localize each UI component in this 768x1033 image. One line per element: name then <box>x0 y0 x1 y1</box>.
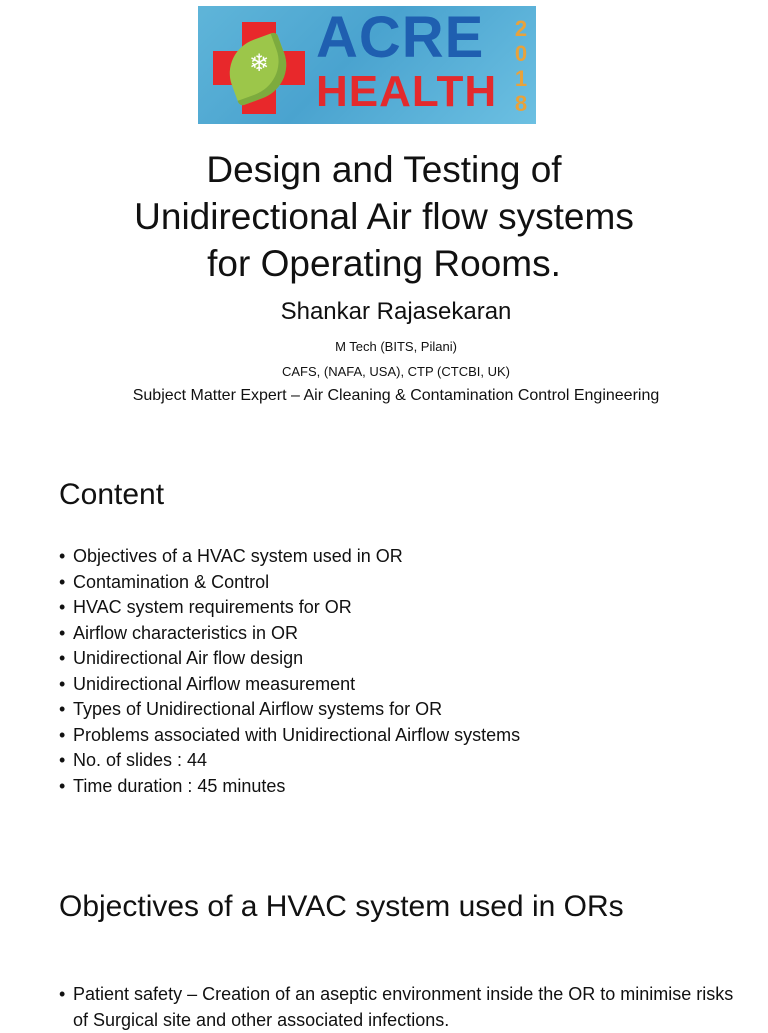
bullet-icon: • <box>59 699 66 719</box>
list-item-text: Unidirectional Air flow design <box>73 648 304 668</box>
list-item-text: Time duration : 45 minutes <box>73 775 286 796</box>
list-item-text: Objectives of a HVAC system used in OR <box>73 546 403 566</box>
bullet-icon: • <box>59 673 66 694</box>
logo-year-digit: 1 <box>514 66 528 91</box>
list-item <box>59 544 739 570</box>
list-item <box>59 570 739 596</box>
list-item <box>59 595 739 621</box>
author-name: Shankar Rajasekaran <box>280 298 512 325</box>
content-slide <box>0 432 768 832</box>
list-item <box>59 672 739 698</box>
list-item-text: HVAC system requirements for OR <box>73 597 352 617</box>
objectives-list <box>59 982 739 1033</box>
list-item-text: Unidirectional Airflow measurement <box>73 673 356 694</box>
list-item <box>59 982 739 1033</box>
list-item <box>59 723 739 749</box>
list-item-text: No. of slides : 44 <box>73 750 208 770</box>
bullet-icon: • <box>59 571 66 592</box>
list-item <box>59 697 739 723</box>
logo-year-digit: 0 <box>514 41 528 66</box>
content-list <box>59 544 739 799</box>
list-item-text: Types of Unidirectional Airflow systems for OR <box>73 699 443 719</box>
author-certifications: CAFS, (NAFA, USA), CTP (CTCBI, UK) <box>281 364 510 379</box>
author-degree: M Tech (BITS, Pilani) <box>335 339 457 354</box>
list-item <box>59 748 739 774</box>
bullet-icon: • <box>59 775 66 796</box>
logo-word-health: HEALTH <box>316 67 498 116</box>
objectives-slide <box>0 832 768 1030</box>
author-expertise: Subject Matter Expert – Air Cleaning & Contamination Control Engineering <box>132 387 660 404</box>
list-item <box>59 774 739 800</box>
title-line: Unidirectional Air flow systems <box>134 196 634 237</box>
bullet-icon: • <box>59 597 66 617</box>
list-item <box>59 646 739 672</box>
logo-year-digit: 8 <box>514 91 528 116</box>
slide-heading: Content <box>59 478 165 511</box>
bullet-icon: • <box>59 750 66 770</box>
bullet-icon: • <box>59 622 66 643</box>
title-line: Design and Testing of <box>206 149 562 190</box>
list-item-text: Problems associated with Unidirectional Airflow systems <box>73 724 521 745</box>
list-item-text: Contamination & Control <box>73 571 270 592</box>
title-line: for Operating Rooms. <box>207 243 561 284</box>
bullet-icon: • <box>59 984 66 1004</box>
logo-year <box>511 16 531 116</box>
presentation-title <box>84 146 684 287</box>
bullet-icon: • <box>59 724 66 745</box>
acre-health-logo <box>198 6 536 124</box>
slide-heading: Objectives of a HVAC system used in ORs <box>59 890 624 923</box>
list-item <box>59 621 739 647</box>
logo-word-acre: ACRE <box>316 6 485 70</box>
snowflake-icon: ❄ <box>248 49 270 77</box>
bullet-icon: • <box>59 648 66 668</box>
list-item-text: Airflow characteristics in OR <box>73 622 299 643</box>
bullet-icon: • <box>59 546 66 566</box>
list-item-text: Patient safety – Creation of an aseptic environment inside the OR to minimise risks of Surgical site and other associated infections. <box>73 984 734 1030</box>
logo-year-digit: 2 <box>514 16 528 41</box>
title-slide <box>0 0 768 432</box>
